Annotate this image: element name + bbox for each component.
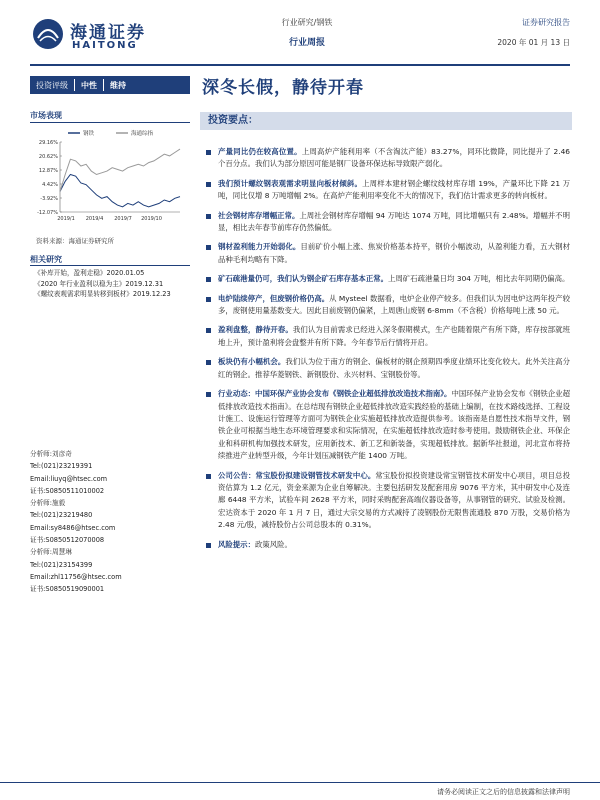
key-points-heading: 投资要点： <box>200 112 572 130</box>
analyst-cert: 证书:S0850519090001 <box>30 585 105 594</box>
sidebar-rule <box>30 265 190 266</box>
y-tick-label: -12.07% <box>37 210 58 216</box>
bullet-square-icon <box>206 277 211 282</box>
key-point-item <box>206 178 570 203</box>
analyst-cert: 证书:S0850512070008 <box>30 536 105 545</box>
bullet-square-icon <box>206 543 211 548</box>
bullet-square-icon <box>206 328 211 333</box>
report-type: 行业周报 <box>288 38 325 48</box>
key-point-title: 风险提示： <box>218 539 255 549</box>
related-heading: 相关研究 <box>30 255 62 264</box>
bullet-square-icon <box>206 245 211 250</box>
analyst-cert: 证书:S0850511010002 <box>30 486 105 495</box>
key-point-item <box>206 324 570 349</box>
key-point-item <box>206 241 570 266</box>
bullet-square-icon <box>206 474 211 479</box>
x-tick-label: 2019/1 <box>57 216 75 222</box>
analyst-tel: Tel:(021)23154399 <box>30 560 93 569</box>
key-point-item <box>206 388 570 462</box>
key-point-text: 我们认为位于南方的钢企、偏板材的钢企预期四季度业绩环比变化较大。此外关注高分红的钢企。推荐华菱钢铁、新钢股份、永兴材料、宝钢股份等。 <box>218 357 570 379</box>
market-chart <box>30 128 190 228</box>
y-tick-label: 29.16% <box>38 140 58 146</box>
key-point-title: 矿石疏港量仍可，我们认为钢企矿石库存基本正常。 <box>218 274 388 284</box>
analyst-email[interactable]: Email:sy8486@htsec.com <box>30 523 116 532</box>
bullet-square-icon <box>206 150 211 155</box>
footer-disclaimer: 请务必阅读正文之后的信息披露和法律声明 <box>437 788 570 796</box>
y-tick-label: 12.87% <box>38 168 58 174</box>
legend-label: 钢铁 <box>83 131 95 137</box>
key-point-title: 盈利盘整，静待开春。 <box>218 325 293 335</box>
key-point-item <box>206 293 570 318</box>
analyst-block <box>30 546 190 595</box>
key-point-item <box>206 470 570 532</box>
bullet-square-icon <box>206 182 211 187</box>
analyst-tel: Tel:(021)23219480 <box>30 511 93 520</box>
key-point-text: 中国环保产业协会发布《钢铁企业超低排放改造技术指南》。在总结现有钢铁企业超低排放改造实践经验的基础上编制，在技术路线选择、工程设计施工、设施运行管理等方面可为钢铁企业实施超低排放改造提供参考。该指南是自愿性技术指导文件，钢铁企业可根据当地生态环境管理要求和实际情况，在实施超低排放改造时参考使用。鼓励钢铁企业、环保企业和科研机构加强技术研发，应用新技术、新工艺和新装备，实现超低排放。据新华社报道，河北宣布将持续推进产业转型升级，今年计划压减钢铁产能 1400 万吨。 <box>218 389 570 461</box>
x-tick-label: 2019/10 <box>141 216 162 222</box>
bullet-square-icon <box>206 297 211 302</box>
series-line-steel <box>60 175 180 207</box>
key-point-text: 目前矿价小幅上涨、焦炭价格基本持平，钢价小幅波动，从盈利能力看，五大钢材品种毛利均略有下降。 <box>218 242 570 264</box>
series-line-index <box>60 149 180 191</box>
key-point-title: 我们预计螺纹钢表观需求明显向板材倾斜。 <box>218 178 363 188</box>
analyst-email[interactable]: Email:liuyq@htsec.com <box>30 474 108 483</box>
analyst-block <box>30 448 190 497</box>
rating-label: 投资评级 <box>36 80 68 90</box>
rating-hold: 维持 <box>110 80 126 90</box>
analyst-name: 分析师:施毅 <box>30 499 66 508</box>
company-name-cn: 海通证券 <box>70 23 146 43</box>
analyst-tel: Tel:(021)23219391 <box>30 462 93 471</box>
company-name-en: HAITONG <box>72 40 138 51</box>
bullet-square-icon <box>206 392 211 397</box>
key-point-text: 上周社会钢材库存增幅 94 万吨达 1074 万吨，同比增幅只有 2.48%。增幅并不明显，相比去年春节前库存仍然偏低。 <box>218 210 570 233</box>
x-tick-label: 2019/4 <box>85 216 104 222</box>
rating-bar <box>30 76 190 94</box>
analyst-name: 分析师:刘彦奇 <box>30 450 72 458</box>
key-point-text: 上周矿石疏港量日均 304 万吨，相比去年同期仍偏高。 <box>388 274 570 284</box>
rating-industry: 中性 <box>81 80 97 90</box>
analyst-block <box>30 497 190 546</box>
market-heading: 市场表现 <box>30 111 62 120</box>
x-tick-label: 2019/7 <box>114 216 132 222</box>
key-point-item <box>206 356 570 381</box>
y-tick-label: 20.62% <box>38 154 58 160</box>
analyst-email[interactable]: Email:zhl11756@htsec.com <box>30 572 122 581</box>
page-title: 深冬长假，静待开春 <box>202 78 364 98</box>
key-point-title: 社会钢材库存增幅正常。 <box>218 210 300 220</box>
key-point-title: 板块仍有小幅机会。 <box>218 357 286 367</box>
key-point-item <box>206 210 570 235</box>
key-points-list <box>206 146 570 558</box>
bullet-square-icon <box>206 214 211 219</box>
related-item[interactable]: 《2020 年行业盈利以稳为主》2019.12.31 <box>34 279 164 288</box>
key-point-text: 常宝股份拟投资建设常宝钢管技术研发中心项目，项目总投资估算为 1.2 亿元，资金来源为企业自筹解决。主要包括研发及配套用房 9076 平方米，其中研发中心及连廊 6448 平方米，试验车间 2628 平方米，同时采购配套高端仪器设备等，从事钢管的研究、试验及检测。宏达资本于 2020 年 1 月 7 日，通过大宗交易的方式减持了凌钢股份无限售流通股 870 万股，交易价格为 2.48 元/股，减持股份占公司总股本的 0.31%。 <box>218 470 570 530</box>
company-logo <box>30 14 160 58</box>
key-point-text: 我们认为目前需求已经进入深冬假期模式，生产也随着限产有所下降，库存按部就班地上升，预计盈利将会盘整并有所下降。今年春节后行情将开启。 <box>218 325 570 347</box>
analyst-list <box>30 448 190 596</box>
key-point-title: 公司公告：常宝股份拟建设钢管技术研发中心。 <box>218 470 376 480</box>
key-point-text: 上周高炉产能利用率（不含淘汰产能）83.27%，同环比微降，同比提升了 2.46 个百分点。我们认为部分原因可能是钢厂设备环保达标导致限产弱化。 <box>218 147 570 169</box>
y-tick-label: 4.42% <box>42 182 58 188</box>
key-point-title: 电炉陆续停产，但废钢价格仍高。 <box>218 293 330 303</box>
related-item[interactable]: 《螺纹表观需求明显转移到板材》2019.12.23 <box>34 290 171 298</box>
key-point-text: 政策风险。 <box>254 539 292 549</box>
key-point-item <box>206 539 570 551</box>
key-point-text: 从 Mysteel 数据看，电炉企业停产较多。但我们认为因电炉这两年投产较多，废钢使用量基数变大。因此目前废钢仍偏紧，上周唐山废钢 6-8mm（不含税）价格每吨上涨 50 元。 <box>218 293 570 316</box>
report-category-block <box>252 16 362 50</box>
key-point-title: 钢材盈利能力开始弱化。 <box>218 242 301 252</box>
y-tick-label: -3.92% <box>40 196 58 202</box>
key-point-item <box>206 273 570 285</box>
report-kind-block <box>460 16 570 50</box>
bullet-square-icon <box>206 360 211 365</box>
report-category: 行业研究/钢铁 <box>281 18 333 27</box>
report-date: 2020 年 01 月 13 日 <box>497 38 570 47</box>
key-point-title: 产量同比仍在较高位置。 <box>218 147 302 156</box>
chart-source: 资料来源：海通证券研究所 <box>36 237 114 245</box>
related-item[interactable]: 《补库开始，盈利走稳》2020.01.05 <box>34 269 145 277</box>
related-list <box>34 268 194 300</box>
footer-rule <box>0 782 600 783</box>
analyst-name: 分析师:周慧琳 <box>30 548 72 557</box>
market-chart-svg <box>30 128 190 228</box>
sidebar-rule <box>30 122 190 123</box>
key-point-item <box>206 146 570 171</box>
legend-label: 海通综指 <box>131 131 154 137</box>
header-rule <box>30 64 570 66</box>
report-kind: 证券研究报告 <box>522 18 570 27</box>
key-point-text: 上周样本建材钢企螺纹线材库存增 19%，产量环比下降 21 万吨，同比仅增 8 万吨增幅 2%。在高炉产能利用率变化不大的情况下，我们估计需求更多的转向板材。 <box>218 178 570 201</box>
key-point-title: 行业动态：中国环保产业协会发布《钢铁企业超低排放改造技术指南》。 <box>218 389 452 399</box>
